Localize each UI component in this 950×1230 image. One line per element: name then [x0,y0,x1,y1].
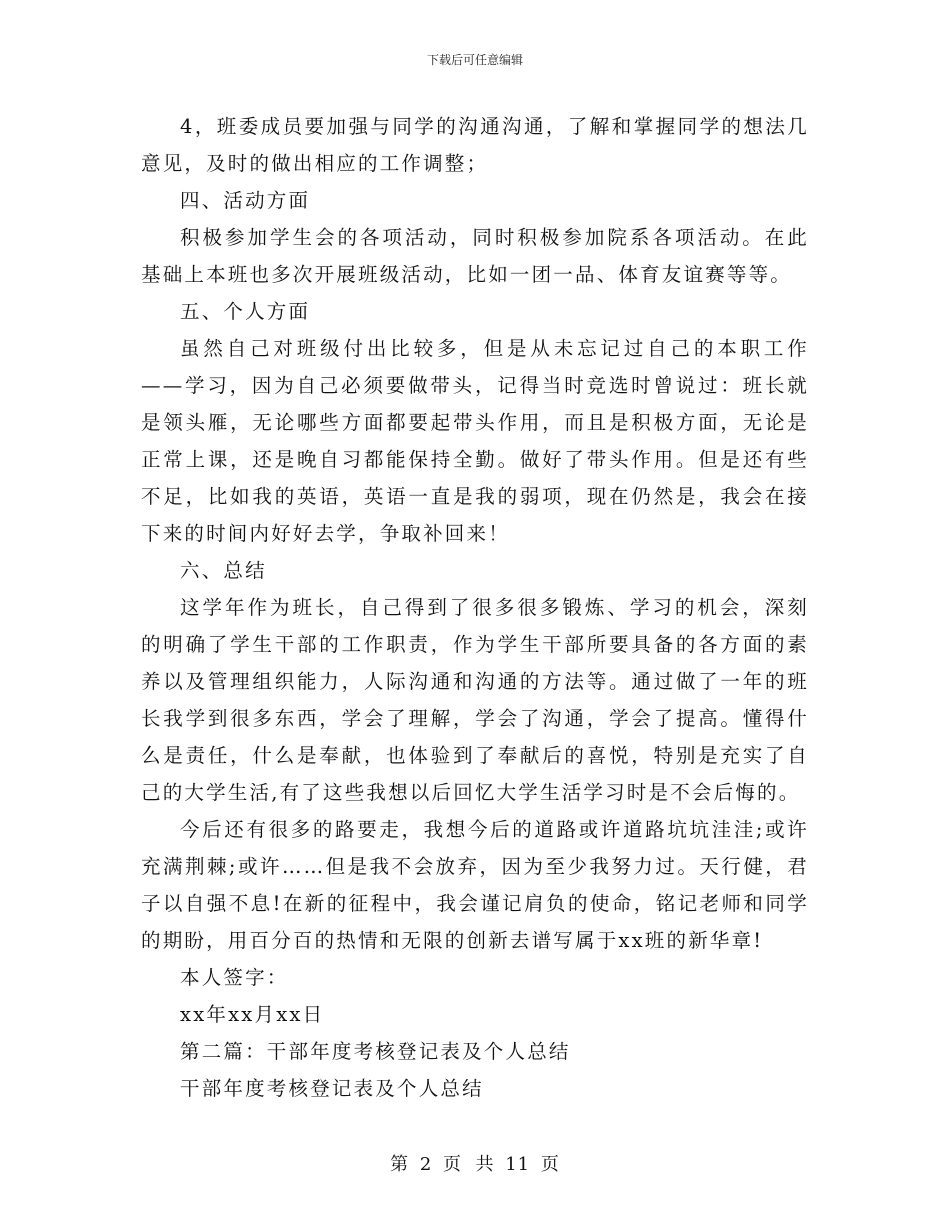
footer-page-number: 2 [419,1154,433,1175]
second-article-subtitle: 干部年度考核登记表及个人总结 [180,1077,484,1100]
paragraph-personal: 虽然自己对班级付出比较多，但是从未忘记过自己的本职工作——学习，因为自己必须要做带头，记得当时竞选时曾说过：班长就是领头雁，无论哪些方面都要起带头作用，而且是积极方面，无论是正常上课，还是晚自习都能保持全勤。做好了带头作用。但是还有些不足，比如我的英语，英语一直是我的弱项，现在仍然是，我会在接下来的时间内好好去学，争取补回来！ [141,337,809,545]
document-body [141,108,809,1107]
signature-label: 本人签字： [180,966,289,989]
page-header: 下载后可任意编辑 [426,53,523,67]
paragraph-item-4: 4，班委成员要加强与同学的沟通沟通，了解和掌握同学的想法几意见，及时的做出相应的工作调整； [141,115,809,175]
footer-prefix: 第 [390,1154,410,1175]
page-footer [0,1153,950,1177]
footer-total-pages: 11 [505,1154,531,1175]
section-heading-activities: 四、活动方面 [180,189,311,212]
section-heading-summary: 六、总结 [180,559,267,582]
date-line: xx年xx月xx日 [180,1003,325,1026]
paragraph-future: 今后还有很多的路要走，我想今后的道路或许道路坑坑洼洼;或许充满荆棘;或许……但是我不会放弃，因为至少我努力过。天行健，君子以自强不息!在新的征程中，我会谨记肩负的使命，铭记老师和同学的期盼，用百分百的热情和无限的创新去谱写属于xx班的新华章! [141,818,809,952]
second-article-title: 第二篇：干部年度考核登记表及个人总结 [180,1040,571,1063]
paragraph-summary: 这学年作为班长，自己得到了很多很多锻炼、学习的机会，深刻的明确了学生干部的工作职责，作为学生干部所要具备的各方面的素养以及管理组织能力，人际沟通和沟通的方法等。通过做了一年的班长我学到很多东西，学会了理解，学会了沟通，学会了提高。懂得什么是责任，什么是奉献，也体验到了奉献后的喜悦，特别是充实了自己的大学生活,有了这些我想以后回忆大学生活学习时是不会后悔的。 [141,596,809,804]
section-heading-personal: 五、个人方面 [180,300,311,323]
paragraph-activities: 积极参加学生会的各项活动，同时积极参加院系各项活动。在此基础上本班也多次开展班级活动，比如一团一品、体育友谊赛等等。 [141,226,809,286]
footer-suffix: 页 [540,1154,560,1175]
footer-middle: 页 共 [443,1154,495,1175]
